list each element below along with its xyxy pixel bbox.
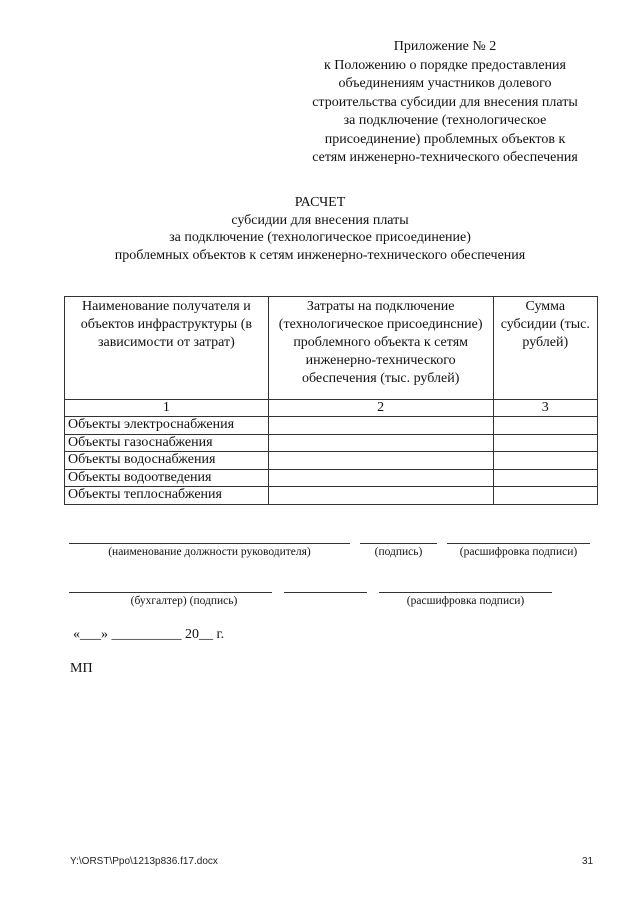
amount-cell[interactable]	[493, 417, 597, 435]
subsidy-table	[64, 296, 598, 505]
head-signature-caption: (подпись)	[374, 546, 423, 558]
footer-file-path: Y:\ORST\Ppo\1213p836.f17.docx	[70, 856, 218, 867]
appendix-line: объединениям участников долевого	[338, 76, 552, 91]
appendix-line: Приложение № 2	[393, 39, 497, 54]
amount-cell[interactable]	[493, 452, 597, 470]
cost-cell[interactable]	[268, 417, 493, 435]
accountant-decoding-caption: (расшифровка подписи)	[406, 595, 525, 607]
row-label: Объекты водоотведения	[65, 469, 269, 487]
title-line: субсидии для внесения платы	[231, 212, 409, 228]
row-label: Объекты водоснабжения	[65, 452, 269, 470]
column-number: 2	[268, 400, 493, 417]
head-decoding-caption: (расшифровка подписи)	[459, 546, 578, 558]
amount-cell[interactable]	[493, 469, 597, 487]
accountant-line[interactable]	[69, 592, 272, 593]
table-row	[65, 469, 598, 487]
accountant-decoding-line[interactable]	[379, 592, 552, 593]
head-decoding-line[interactable]	[447, 543, 590, 544]
header-recipient: Наименование получателя и объектов инфраструктуры (в зависимости от затрат)	[65, 297, 269, 400]
table-row	[65, 417, 598, 435]
head-position-caption: (наименование должности руководителя)	[108, 546, 311, 558]
title-line: за подключение (технологическое присоединение)	[169, 230, 471, 245]
table-row	[65, 452, 598, 470]
header-costs: Затраты на подключение (технологическое присоединсние) проблемного объекта к сетям инженерно-технического обеспечения (тыс. рублей)	[268, 297, 493, 400]
head-signature-line[interactable]	[360, 543, 437, 544]
column-number: 3	[493, 400, 597, 417]
appendix-line: присоединение) проблемных объектов к	[324, 131, 566, 147]
header-amount: Сумма субсидии (тыс. рублей)	[493, 297, 597, 400]
cost-cell[interactable]	[268, 487, 493, 505]
amount-cell[interactable]	[493, 434, 597, 452]
cost-cell[interactable]	[268, 434, 493, 452]
head-position-line[interactable]	[69, 543, 350, 544]
column-number-row	[65, 400, 598, 417]
appendix-line: сетям инженерно-технического обеспечения	[312, 150, 578, 165]
title-line: проблемных объектов к сетям инженерно-технического обеспечения	[114, 247, 526, 263]
date-line[interactable]: «___» __________ 20__ г.	[73, 627, 225, 642]
appendix-header	[290, 38, 600, 168]
appendix-line: строительства субсидии для внесения платы	[312, 94, 578, 110]
document-title	[0, 194, 640, 264]
cost-cell[interactable]	[268, 452, 493, 470]
title-heading: РАСЧЕТ	[294, 195, 346, 210]
accountant-signature-line[interactable]	[284, 592, 367, 593]
page-number: 31	[582, 856, 594, 867]
accountant-caption: (бухгалтер) (подпись)	[130, 595, 238, 607]
table-row	[65, 487, 598, 505]
column-number: 1	[65, 400, 269, 417]
row-label: Объекты газоснабжения	[65, 434, 269, 452]
table-row	[65, 434, 598, 452]
appendix-line: за подключение (технологическое	[343, 113, 547, 128]
row-label: Объекты электроснабжения	[65, 417, 269, 435]
amount-cell[interactable]	[493, 487, 597, 505]
row-label: Объекты теплоснабжения	[65, 487, 269, 505]
appendix-line: к Положению о порядке предоставления	[324, 57, 566, 73]
table-header-row	[65, 297, 598, 400]
cost-cell[interactable]	[268, 469, 493, 487]
stamp-label: МП	[70, 661, 93, 676]
